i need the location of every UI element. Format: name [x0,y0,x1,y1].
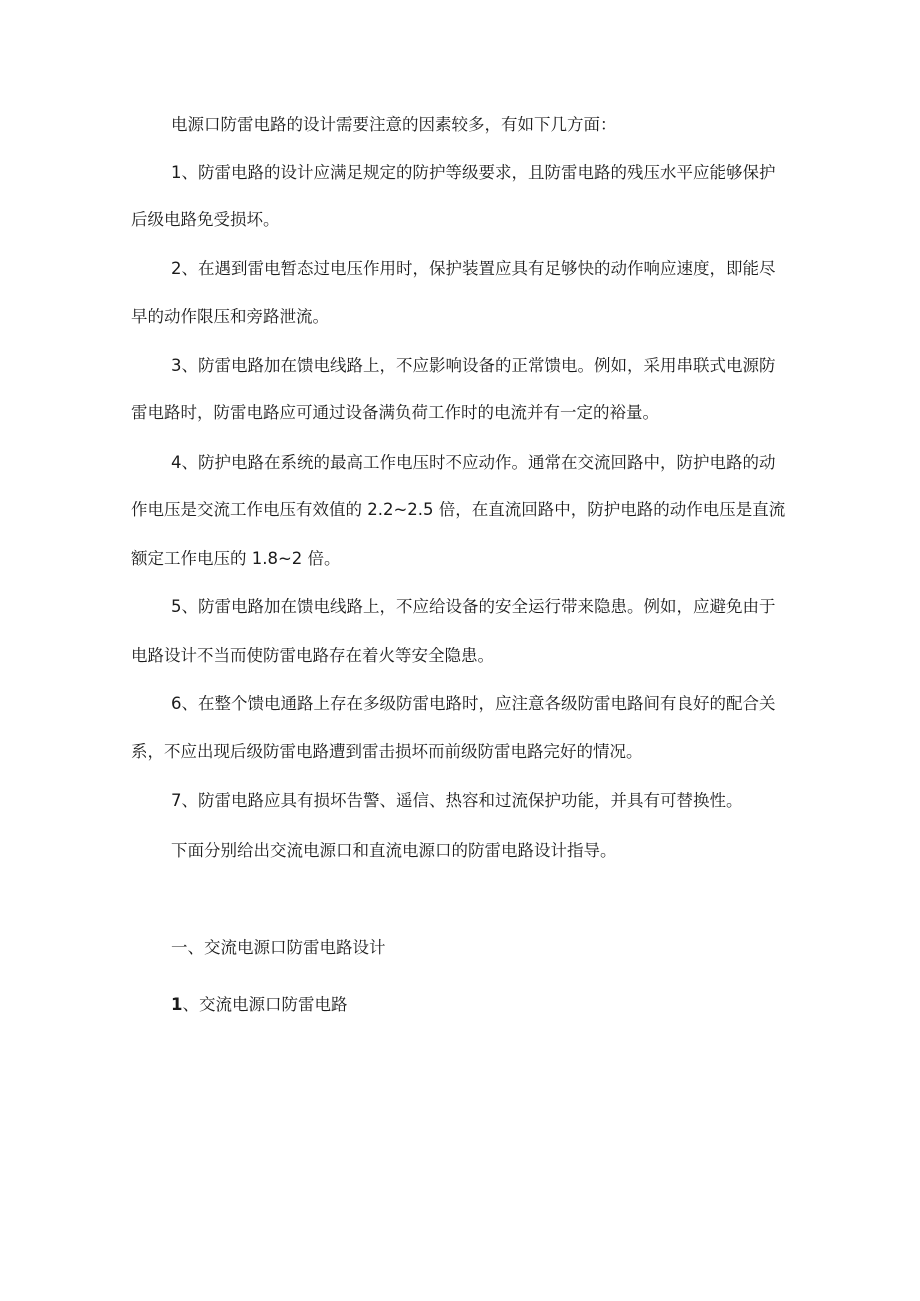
item-4-line-3: 额定工作电压的 1.8~2 倍。 [131,549,341,568]
intro-paragraph: 电源口防雷电路的设计需要注意的因素较多，有如下几方面： [171,115,617,134]
subsection-heading [171,994,347,1016]
subsection-title: 、交流电源口防雷电路 [182,995,348,1014]
subsection-number: 1 [171,995,183,1014]
item-2-line-1: 2、在遇到雷电暂态过电压作用时，保护装置应具有足够快的动作响应速度，即能尽 [171,259,776,278]
item-2-line-2: 早的动作限压和旁路泄流。 [131,307,329,326]
item-5-line-2: 电路设计不当而使防雷电路存在着火等安全隐患。 [131,646,494,665]
item-4-line-1: 4、防护电路在系统的最高工作电压时不应动作。通常在交流回路中，防护电路的动 [171,453,776,472]
item-6-line-2: 系，不应出现后级防雷电路遭到雷击损坏而前级防雷电路完好的情况。 [131,742,643,761]
item-4-line-2: 作电压是交流工作电压有效值的 2.2~2.5 倍，在直流回路中，防护电路的动作电压是直流 [131,500,786,519]
item-3-line-2: 雷电路时，防雷电路应可通过设备满负荷工作时的电流并有一定的裕量。 [131,403,659,422]
summary-paragraph: 下面分别给出交流电源口和直流电源口的防雷电路设计指导。 [171,841,617,860]
section-heading: 一、交流电源口防雷电路设计 [171,938,386,957]
item-3-line-1: 3、防雷电路加在馈电线路上，不应影响设备的正常馈电。例如，采用串联式电源防 [171,356,776,375]
item-5-line-1: 5、防雷电路加在馈电线路上，不应给设备的安全运行带来隐患。例如，应避免由于 [171,597,776,616]
item-1-line-2: 后级电路免受损坏。 [131,210,280,229]
item-6-line-1: 6、在整个馈电通路上存在多级防雷电路时，应注意各级防雷电路间有良好的配合关 [171,694,776,713]
item-7-line-1: 7、防雷电路应具有损坏告警、遥信、热容和过流保护功能，并具有可替换性。 [171,791,743,810]
item-1-line-1: 1、防雷电路的设计应满足规定的防护等级要求，且防雷电路的残压水平应能够保护 [171,163,776,182]
